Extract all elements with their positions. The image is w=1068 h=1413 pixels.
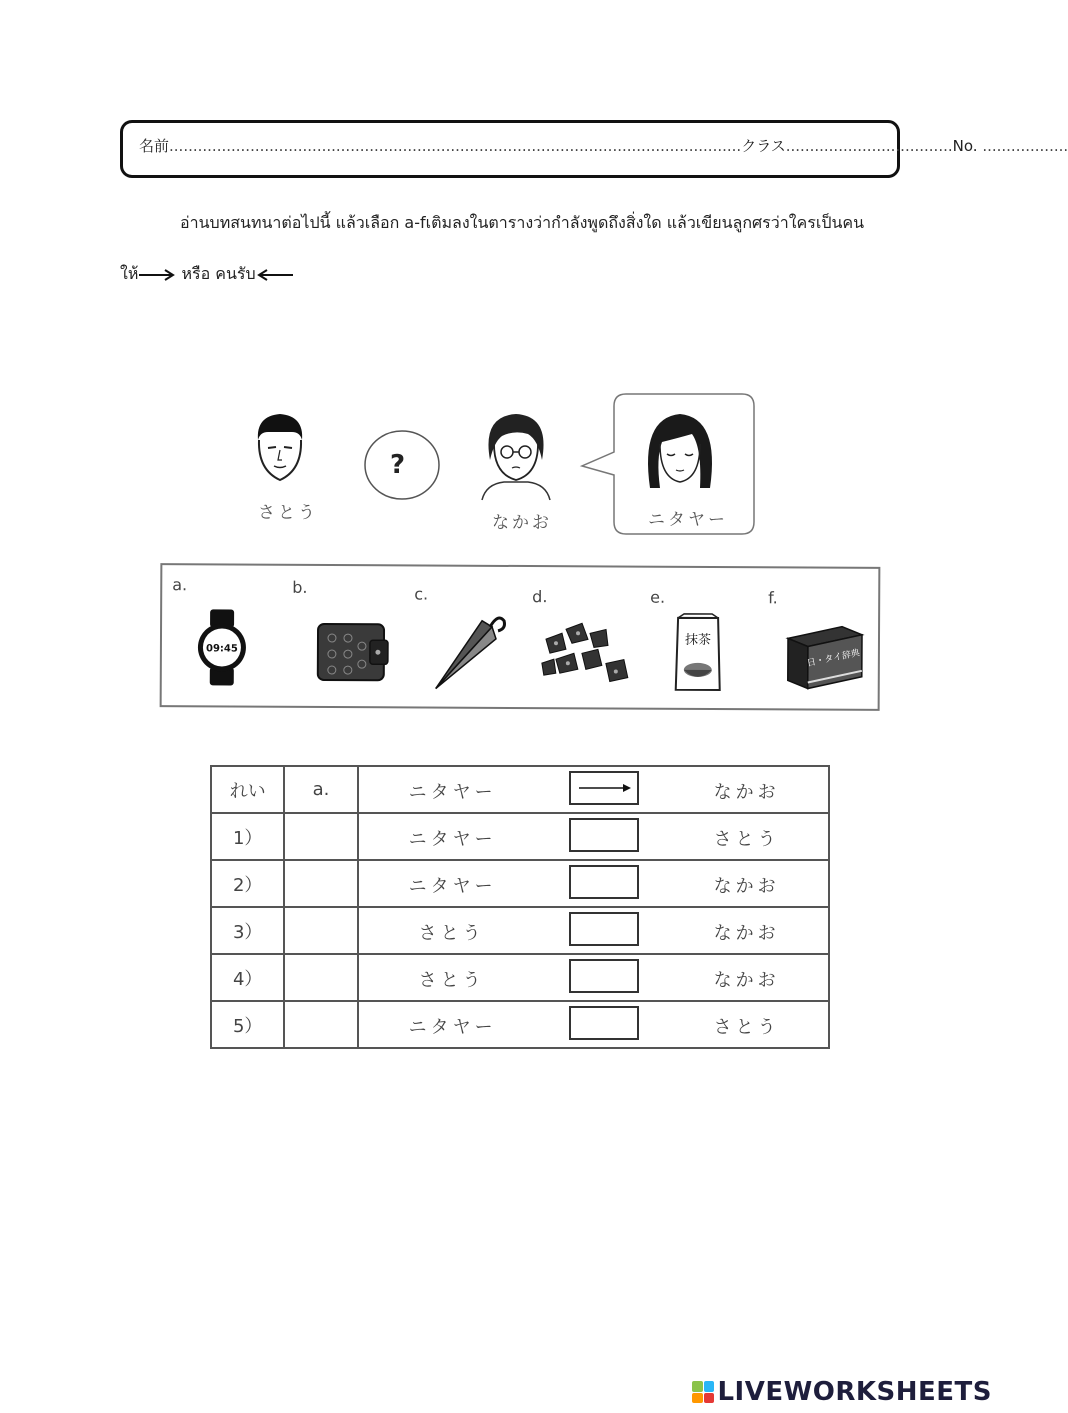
or-receiver-label: หรือ คนรับ bbox=[181, 264, 256, 283]
nittaya-label: ニタヤー bbox=[648, 510, 728, 530]
answer-input[interactable] bbox=[284, 907, 357, 954]
item-f-letter: f. bbox=[768, 588, 778, 608]
matcha-package-text: 抹茶 bbox=[684, 632, 712, 648]
watch-time: 09:45 bbox=[205, 643, 238, 655]
giver-name: ニタヤー bbox=[408, 782, 497, 803]
giver-name: さとう bbox=[418, 970, 485, 991]
row-number: 4） bbox=[211, 954, 284, 1001]
arrow-box bbox=[569, 771, 639, 805]
name-field[interactable]: ........................................................................................................................ bbox=[169, 137, 742, 155]
item-b-letter: b. bbox=[292, 577, 308, 597]
giver-name: ニタヤー bbox=[408, 829, 497, 850]
class-field[interactable]: ................................... bbox=[785, 137, 953, 155]
table-row bbox=[211, 860, 829, 907]
giver-name: ニタヤー bbox=[408, 1017, 497, 1038]
right-arrow-icon bbox=[138, 268, 176, 282]
student-info-line bbox=[139, 135, 1068, 156]
dictionary-icon bbox=[782, 624, 866, 692]
row-number: れい bbox=[211, 766, 284, 813]
arrow-input-box[interactable] bbox=[569, 912, 639, 946]
answer-input[interactable] bbox=[284, 813, 357, 860]
receiver-name: さとう bbox=[713, 1017, 780, 1038]
receiver-name: なかお bbox=[713, 923, 780, 944]
arrow-input-box[interactable] bbox=[569, 865, 639, 899]
receiver-name: さとう bbox=[713, 829, 780, 850]
dictionary-cover-text: 日・タイ辞典 bbox=[806, 648, 861, 670]
sato-face-icon bbox=[250, 410, 310, 490]
receiver-name: なかお bbox=[713, 782, 780, 803]
umbrella-icon bbox=[432, 611, 508, 693]
nakao-label: なかお bbox=[492, 513, 552, 533]
matcha-tea-icon bbox=[670, 612, 726, 694]
name-label: 名前 bbox=[139, 137, 170, 155]
item-a-letter: a. bbox=[172, 575, 188, 595]
nittaya-face-icon bbox=[640, 408, 720, 498]
receiver-name: なかお bbox=[713, 970, 780, 991]
table-row bbox=[211, 954, 829, 1001]
student-info-box bbox=[120, 120, 1068, 178]
liveworksheets-logo-icon bbox=[692, 1381, 714, 1403]
chocolates-icon bbox=[536, 619, 636, 692]
watch-icon bbox=[192, 607, 252, 687]
item-e-letter: e. bbox=[650, 587, 666, 607]
wallet-icon bbox=[314, 618, 390, 684]
table-row-example bbox=[211, 766, 829, 813]
arrow-input-box[interactable] bbox=[569, 818, 639, 852]
class-label: クラス bbox=[741, 137, 786, 155]
answer-cell: a. bbox=[284, 766, 357, 813]
table-row bbox=[211, 813, 829, 860]
item-d-letter: d. bbox=[532, 587, 548, 607]
items-strip bbox=[160, 563, 881, 711]
table-row bbox=[211, 1001, 829, 1048]
answer-input[interactable] bbox=[284, 1001, 357, 1048]
row-number: 3） bbox=[211, 907, 284, 954]
brand-text: LIVEWORKSHEETS bbox=[717, 1377, 992, 1407]
giver-label: ให้ bbox=[120, 264, 139, 283]
item-c-letter: c. bbox=[414, 584, 429, 604]
table-row bbox=[211, 907, 829, 954]
row-number: 5） bbox=[211, 1001, 284, 1048]
sato-label: さとう bbox=[258, 503, 318, 523]
liveworksheets-logo[interactable] bbox=[692, 1377, 992, 1407]
row-number: 1） bbox=[211, 813, 284, 860]
arrow-input-box[interactable] bbox=[569, 959, 639, 993]
row-number: 2） bbox=[211, 860, 284, 907]
left-arrow-icon bbox=[256, 268, 294, 282]
no-label: No. bbox=[952, 137, 978, 155]
answer-table bbox=[210, 765, 830, 1049]
arrow-input-box[interactable] bbox=[569, 1006, 639, 1040]
no-field[interactable]: .................. bbox=[977, 137, 1068, 155]
right-arrow-icon bbox=[571, 773, 637, 803]
giver-name: さとう bbox=[418, 923, 485, 944]
nakao-face-icon bbox=[478, 410, 554, 500]
answer-input[interactable] bbox=[284, 860, 357, 907]
answer-input[interactable] bbox=[284, 954, 357, 1001]
receiver-name: なかお bbox=[713, 876, 780, 897]
question-mark: ? bbox=[390, 450, 406, 480]
instruction-line-2 bbox=[120, 262, 294, 287]
giver-name: ニタヤー bbox=[408, 876, 497, 897]
instruction-line-1: อ่านบทสนทนาต่อไปนี้ แล้วเลือก a-fเติมลงในตารางว่ากำลังพูดถึงสิ่งใด แล้วเขียนลูกศรว่าใครเป็นคน bbox=[180, 213, 865, 232]
